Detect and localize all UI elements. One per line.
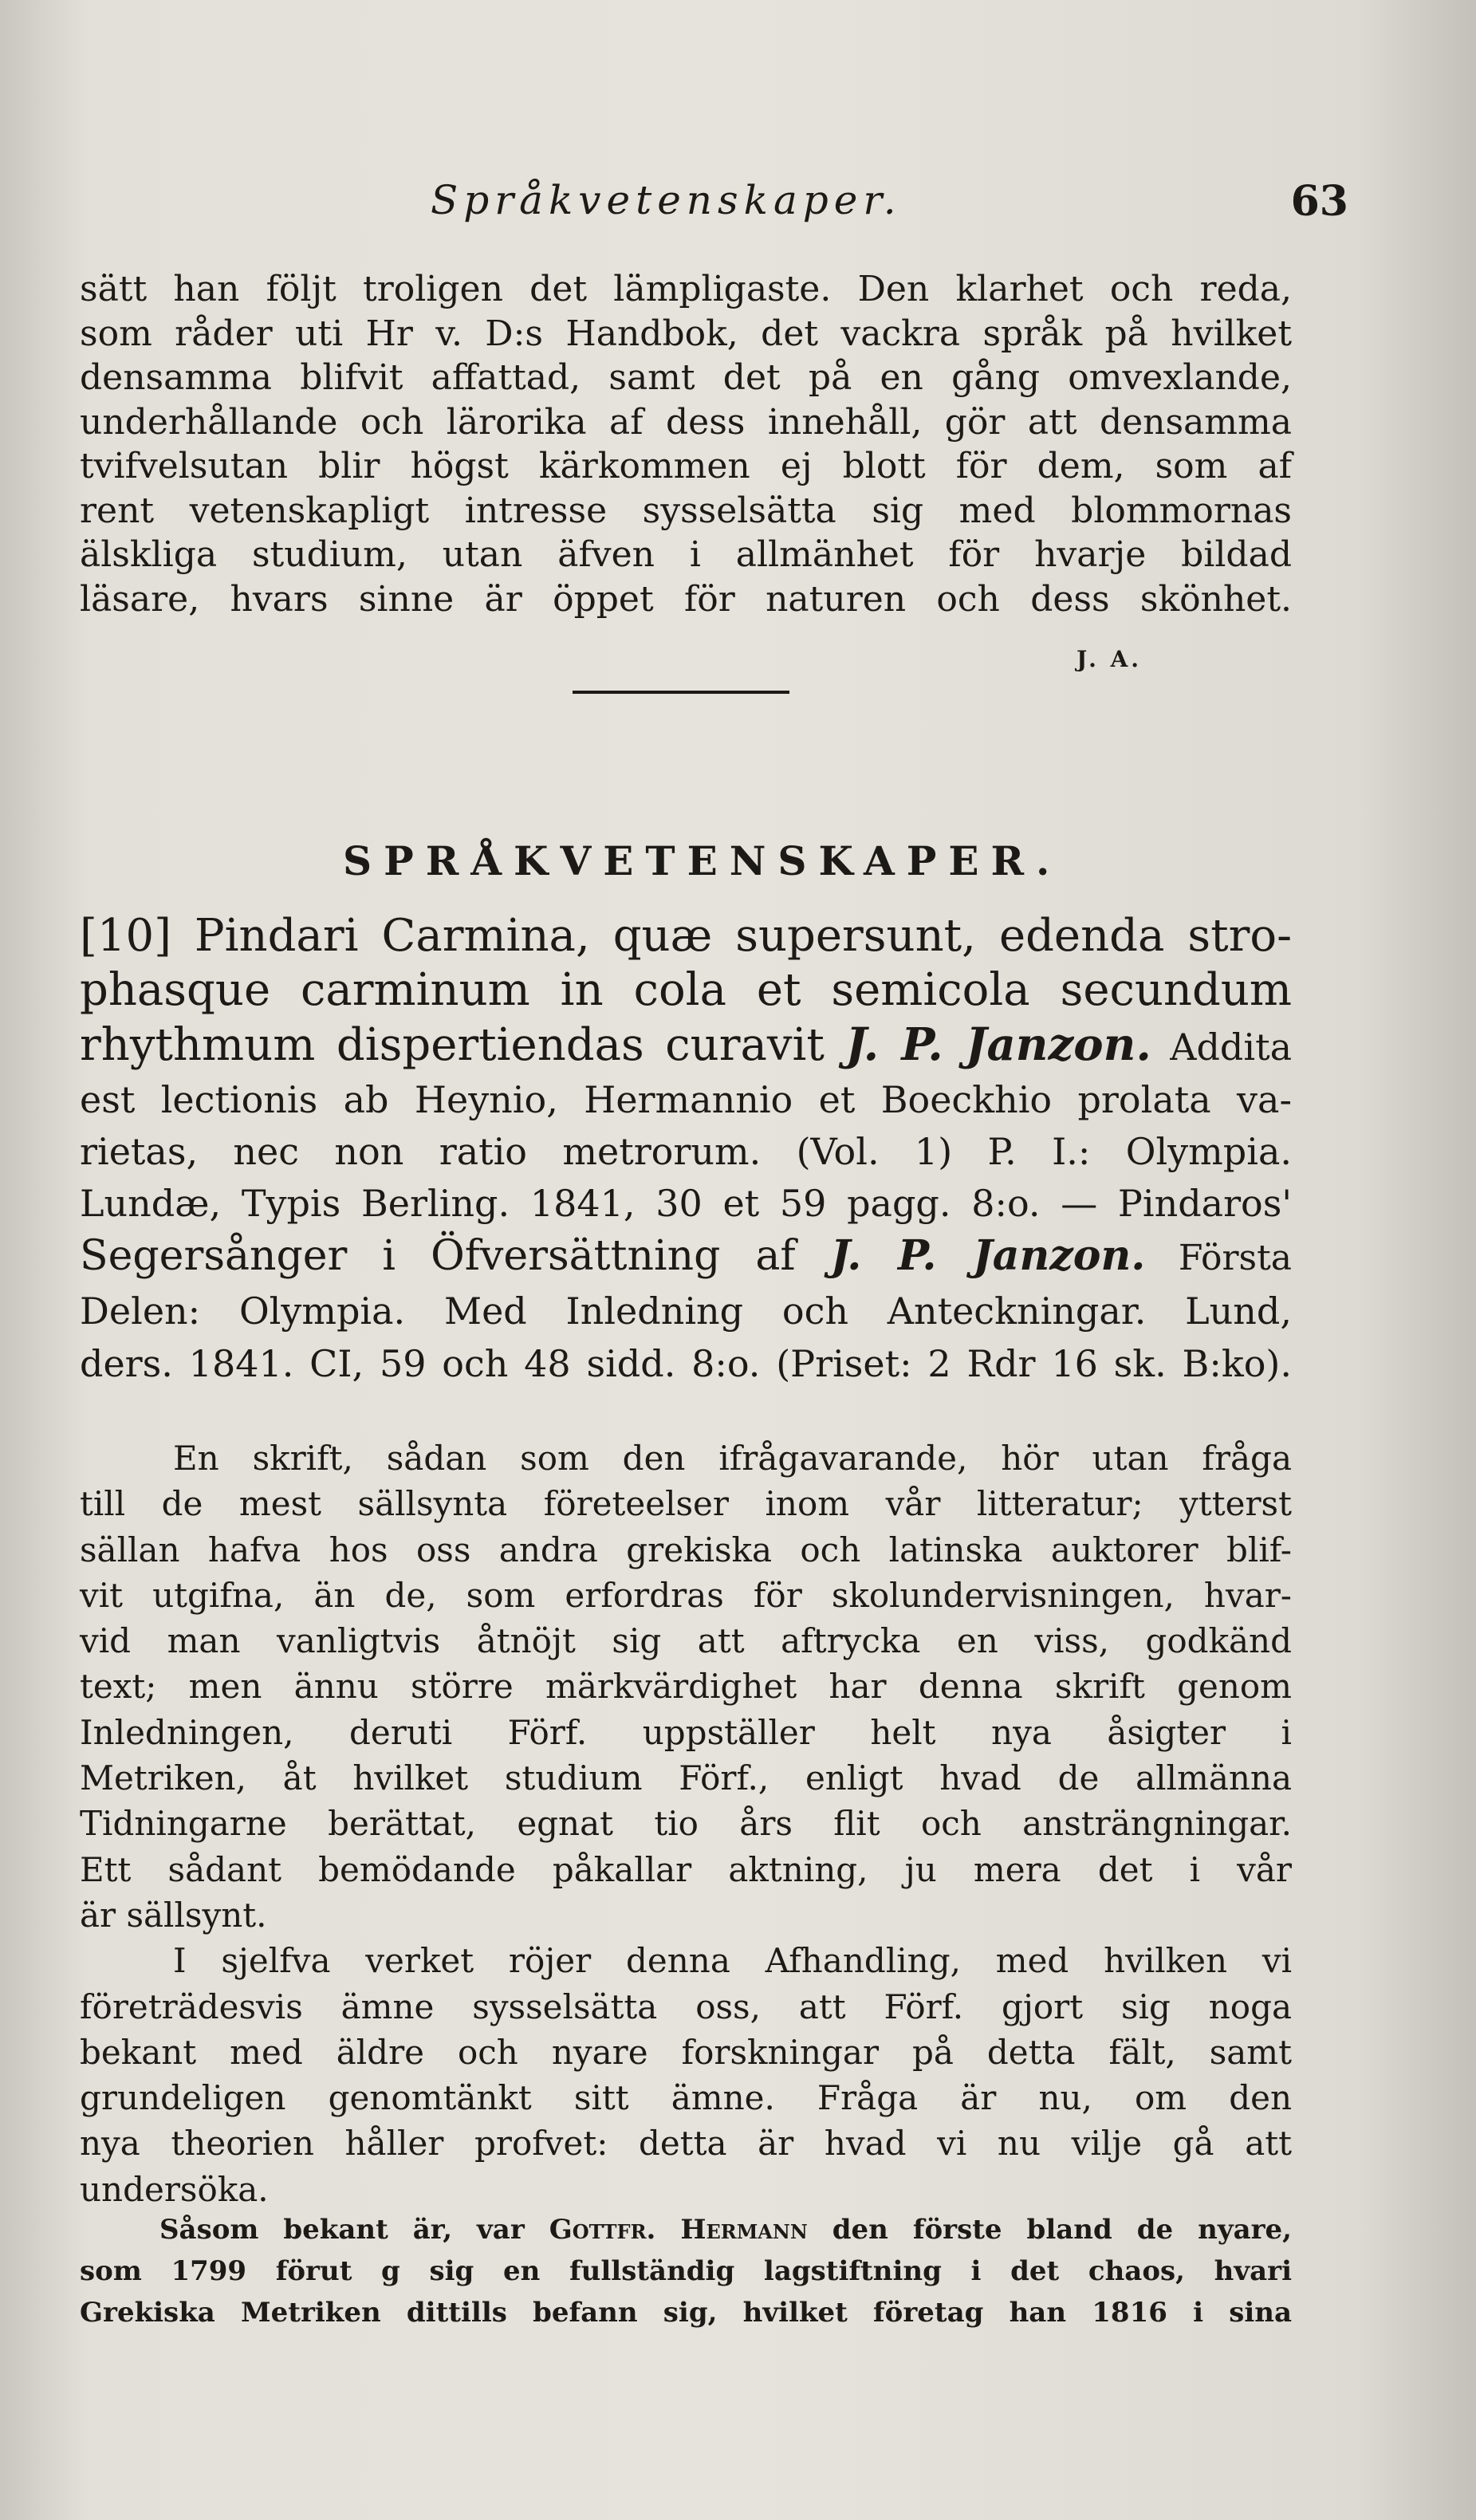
text-line: En skrift, sådan som den ifrågavarande, hör utan fråga (173, 1439, 1292, 1478)
entry-line: Delen: Olympia. Med Inledning och Anteckningar. Lund, (80, 1290, 1292, 1333)
review-body (80, 1435, 1292, 2212)
text-line: är sällsynt. (80, 1895, 267, 1935)
footnote-line: som 1799 förut g sig en fullständig lagstiftning i det chaos, hvari (80, 2255, 1292, 2287)
entry-line: Lundæ, Typis Berling. 1841, 30 et 59 pagg. 8:o. — Pindaros' (80, 1182, 1292, 1225)
entry-line: ders. 1841. CI, 59 och 48 sidd. 8:o. (Priset: 2 Rdr 16 sk. B:ko). (80, 1342, 1292, 1385)
entry-text: Addita (1151, 1026, 1292, 1069)
text-line: grundeligen genomtänkt sitt ämne. Fråga är nu, om den (80, 2078, 1292, 2118)
entry-text: Första (1145, 1238, 1292, 1278)
author-name: J. P. Janzon. (830, 1231, 1146, 1280)
text-line: nya theorien håller profvet: detta är hvad vi nu vilje gå att (80, 2124, 1292, 2164)
footnote-line (80, 2209, 1292, 2250)
entry-text: rhythmum dispertiendas curavit (80, 1019, 846, 1071)
entry-line (80, 1230, 1292, 1285)
text-line: Metriken, åt hvilket studium Förf., enligt hvad de allmänna (80, 1758, 1292, 1798)
text-line: läsare, hvars sinne är öppet för naturen och dess skönhet. (80, 578, 1292, 620)
previous-review-end (80, 267, 1292, 621)
entry-text: Segersånger i Öfversättning af (80, 1232, 831, 1280)
entry-line: est lectionis ab Heynio, Hermannio et Boeckhio prolata va- (80, 1078, 1292, 1121)
entry-line: [10] Pindari Carmina, quæ supersunt, edenda stro- (80, 910, 1292, 962)
section-heading: SPRÅKVETENSKAPER. (343, 837, 1062, 884)
page-number: 63 (1290, 177, 1348, 226)
text-line: till de mest sällsynta företeelser inom vår litteratur; ytterst (80, 1484, 1292, 1524)
text-line: Ett sådant bemödande påkallar aktning, ju mera det i vår (80, 1849, 1292, 1889)
text-line: I sjelfva verket röjer denna Afhandling, med hvilken vi (173, 1941, 1292, 1981)
text-line: sätt han följt troligen det lämpligaste. Den klarhet och reda, (80, 269, 1292, 309)
entry-line: rietas, nec non ratio metrorum. (Vol. 1) P. I.: Olympia. (80, 1130, 1292, 1173)
text-line: bekant med äldre och nyare forskningar på detta fält, samt (80, 2032, 1292, 2072)
running-head-title: Språkvetenskaper. (431, 177, 902, 223)
bibliographic-entry (80, 909, 1292, 1390)
text-line: Tidningarne berättat, egnat tio års flit och ansträngningar. (80, 1804, 1292, 1844)
text-line: vit utgifna, än de, som erfordras för skolundervisningen, hvar- (80, 1575, 1292, 1615)
footnote (80, 2209, 1292, 2333)
text-line: älskliga studium, utan äfven i allmänhet för hvarje bildad (80, 534, 1292, 575)
author-name: J. P. Janzon. (845, 1018, 1151, 1071)
text-line: rent vetenskapligt intresse sysselsätta sig med blommornas (80, 490, 1292, 531)
running-head (80, 177, 1348, 233)
entry-line (80, 1018, 1292, 1074)
text-line: text; men ännu större märkvärdighet har denna skrift genom (80, 1667, 1292, 1707)
text-line: underhållande och lärorika af dess innehåll, gör att densamma (80, 401, 1292, 443)
person-name: Gottfr. Hermann (549, 2214, 808, 2246)
entry-line: phasque carminum in cola et semicola secundum (80, 964, 1292, 1016)
text-line: som råder uti Hr v. D:s Handbok, det vackra språk på hvilket (80, 313, 1292, 354)
footnote-text: den förste bland de nyare, (807, 2214, 1293, 2246)
text-line: vid man vanligtvis åtnöjt sig att aftrycka en viss, godkänd (80, 1621, 1292, 1661)
text-line: tvifvelsutan blir högst kärkommen ej blott för dem, som af (80, 446, 1292, 486)
footnote-line: Grekiska Metriken dittills befann sig, hvilket företag han 1816 i sina (80, 2297, 1292, 2329)
separator-rule (573, 691, 789, 694)
text-line: företrädesvis ämne sysselsätta oss, att Förf. gjort sig noga (80, 1986, 1292, 2026)
text-line: densamma blifvit affattad, samt det på en gång omvexlande, (80, 357, 1292, 398)
review-signature: J. A. (1076, 646, 1143, 672)
text-line: sällan hafva hos oss andra grekiska och latinska auktorer blif- (80, 1530, 1292, 1569)
text-line: Inledningen, deruti Förf. uppställer helt nya åsigter i (80, 1712, 1292, 1752)
text-line: undersöka. (80, 2169, 269, 2209)
footnote-text: Såsom bekant är, var (159, 2214, 549, 2246)
